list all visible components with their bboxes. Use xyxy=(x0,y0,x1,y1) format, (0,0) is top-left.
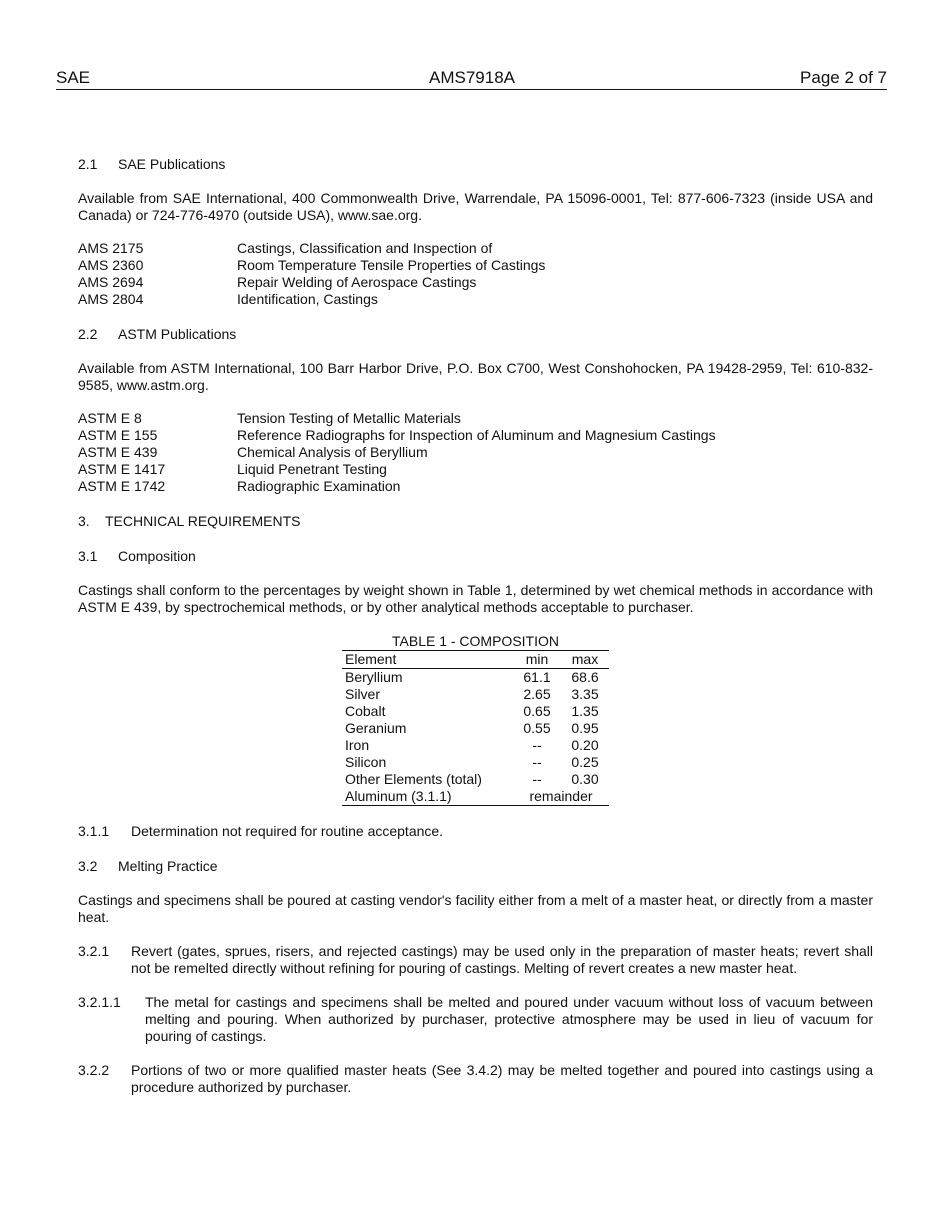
max-cell: 68.6 xyxy=(571,669,599,685)
section-number: 3.1 xyxy=(78,548,98,564)
reference-title: Chemical Analysis of Beryllium xyxy=(237,444,428,460)
reference-title: Reference Radiographs for Inspection of Aluminum and Magnesium Castings xyxy=(237,427,716,443)
table-row xyxy=(342,703,609,720)
column-header-max: max xyxy=(561,651,609,669)
element-cell: Geranium xyxy=(345,720,407,736)
header-doc-number: AMS7918A xyxy=(429,68,515,87)
reference-title: Room Temperature Tensile Properties of Castings xyxy=(237,257,546,273)
composition-table-block xyxy=(342,633,609,806)
min-cell: 0.55 xyxy=(523,720,551,736)
section-title: Melting Practice xyxy=(118,858,218,874)
clause-3-1-1 xyxy=(78,823,873,840)
reference-row xyxy=(78,478,873,495)
reference-title: Liquid Penetrant Testing xyxy=(237,461,387,477)
clause-number: 3.1.1 xyxy=(78,823,110,839)
composition-table xyxy=(342,650,609,806)
section-number: 2.1 xyxy=(78,156,98,172)
table-header-row xyxy=(342,651,609,669)
min-cell: 0.65 xyxy=(523,703,551,719)
clause-text: Portions of two or more qualified master heats (See 3.4.2) may be melted together and poured into castings using a procedure authorized by purchaser. xyxy=(131,1062,873,1095)
column-header-min: min xyxy=(513,651,561,669)
section-number: 3. xyxy=(78,513,90,529)
section-3-heading xyxy=(78,512,873,530)
reference-row xyxy=(78,410,873,427)
clause-number: 3.2.1 xyxy=(78,943,110,959)
reference-code: AMS 2694 xyxy=(78,274,144,290)
max-cell: 3.35 xyxy=(571,686,599,702)
reference-row xyxy=(78,274,873,291)
table-row-remainder xyxy=(342,788,609,806)
reference-code: ASTM E 1417 xyxy=(78,461,166,477)
column-header-element: Element xyxy=(342,651,513,669)
reference-row xyxy=(78,461,873,478)
header-page-number: Page 2 of 7 xyxy=(800,68,887,87)
section-title: ASTM Publications xyxy=(118,326,237,342)
section-3-1-heading xyxy=(78,547,873,565)
table-title: TABLE 1 - COMPOSITION xyxy=(392,633,559,649)
astm-availability-paragraph: Available from ASTM International, 100 Barr Harbor Drive, P.O. Box C700, West Conshohocken, PA 19428-2959, Tel: 610-832-9585, www.astm.org. xyxy=(78,360,873,393)
reference-row xyxy=(78,427,873,444)
reference-row xyxy=(78,444,873,461)
reference-code: ASTM E 155 xyxy=(78,427,158,443)
clause-text: Determination not required for routine acceptance. xyxy=(131,823,444,839)
reference-code: ASTM E 439 xyxy=(78,444,158,460)
min-cell: -- xyxy=(532,737,542,753)
clause-number: 3.2.2 xyxy=(78,1062,110,1078)
clause-text: Revert (gates, sprues, risers, and rejected castings) may be used only in the preparation of master heats; revert shall not be remelted directly without refining for pouring of castings. Melting of revert creates a new master heat. xyxy=(131,943,873,976)
min-cell: 61.1 xyxy=(523,669,551,685)
reference-title: Tension Testing of Metallic Materials xyxy=(237,410,461,426)
element-cell: Beryllium xyxy=(345,669,403,685)
element-cell: Iron xyxy=(345,737,370,753)
section-number: 3.2 xyxy=(78,858,98,874)
element-cell: Aluminum (3.1.1) xyxy=(342,788,513,806)
max-cell: 0.25 xyxy=(571,754,599,770)
reference-row xyxy=(78,240,873,257)
composition-paragraph: Castings shall conform to the percentages by weight shown in Table 1, determined by wet chemical methods in accordance with ASTM E 439, by spectrochemical methods, or by other analytical methods acceptable to purchaser. xyxy=(78,582,873,615)
table-row xyxy=(342,669,609,687)
max-cell: 0.20 xyxy=(571,737,599,753)
reference-title: Radiographic Examination xyxy=(237,478,401,494)
table-row xyxy=(342,754,609,771)
table-row xyxy=(342,686,609,703)
remainder-cell: remainder xyxy=(513,788,609,806)
clause-3-2-2 xyxy=(78,1062,873,1096)
section-title: TECHNICAL REQUIREMENTS xyxy=(105,513,301,529)
sae-availability-paragraph: Available from SAE International, 400 Commonwealth Drive, Warrendale, PA 15096-0001, Tel: 877-606-7323 (inside USA and Canada) or 724-776-4970 (outside USA), www.sae.org. xyxy=(78,190,873,223)
clause-3-2-1 xyxy=(78,943,873,977)
reference-title: Repair Welding of Aerospace Castings xyxy=(237,274,477,290)
element-cell: Other Elements (total) xyxy=(345,771,482,787)
clause-3-2-1-1 xyxy=(78,994,873,1045)
min-cell: -- xyxy=(532,754,542,770)
document-body xyxy=(78,155,873,1096)
reference-row xyxy=(78,291,873,308)
section-2-2-heading xyxy=(78,325,873,343)
max-cell: 0.95 xyxy=(571,720,599,736)
table-row xyxy=(342,737,609,754)
section-2-1-heading xyxy=(78,155,873,173)
max-cell: 0.30 xyxy=(571,771,599,787)
element-cell: Cobalt xyxy=(345,703,386,719)
section-title: SAE Publications xyxy=(118,156,226,172)
sae-reference-list xyxy=(78,240,873,308)
page-header xyxy=(56,68,887,90)
table-row xyxy=(342,771,609,788)
reference-code: ASTM E 1742 xyxy=(78,478,166,494)
reference-code: AMS 2175 xyxy=(78,240,144,256)
min-cell: 2.65 xyxy=(523,686,551,702)
section-number: 2.2 xyxy=(78,326,98,342)
reference-code: ASTM E 8 xyxy=(78,410,142,426)
reference-row xyxy=(78,257,873,274)
section-title: Composition xyxy=(118,548,196,564)
table-row xyxy=(342,720,609,737)
reference-code: AMS 2360 xyxy=(78,257,144,273)
header-org: SAE xyxy=(56,68,91,87)
section-3-2-heading xyxy=(78,857,873,875)
astm-reference-list xyxy=(78,410,873,495)
reference-title: Identification, Castings xyxy=(237,291,378,307)
max-cell: 1.35 xyxy=(571,703,599,719)
element-cell: Silicon xyxy=(345,754,387,770)
element-cell: Silver xyxy=(345,686,381,702)
min-cell: -- xyxy=(532,771,542,787)
reference-title: Castings, Classification and Inspection of xyxy=(237,240,493,256)
reference-code: AMS 2804 xyxy=(78,291,144,307)
clause-text: The metal for castings and specimens shall be melted and poured under vacuum without loss of vacuum between melting and pouring. When authorized by purchaser, protective atmosphere may be used in lieu of vacuum for pouring of castings. xyxy=(145,994,873,1044)
melting-practice-paragraph: Castings and specimens shall be poured at casting vendor's facility either from a melt of a master heat, or directly from a master heat. xyxy=(78,892,873,925)
clause-number: 3.2.1.1 xyxy=(78,994,121,1010)
